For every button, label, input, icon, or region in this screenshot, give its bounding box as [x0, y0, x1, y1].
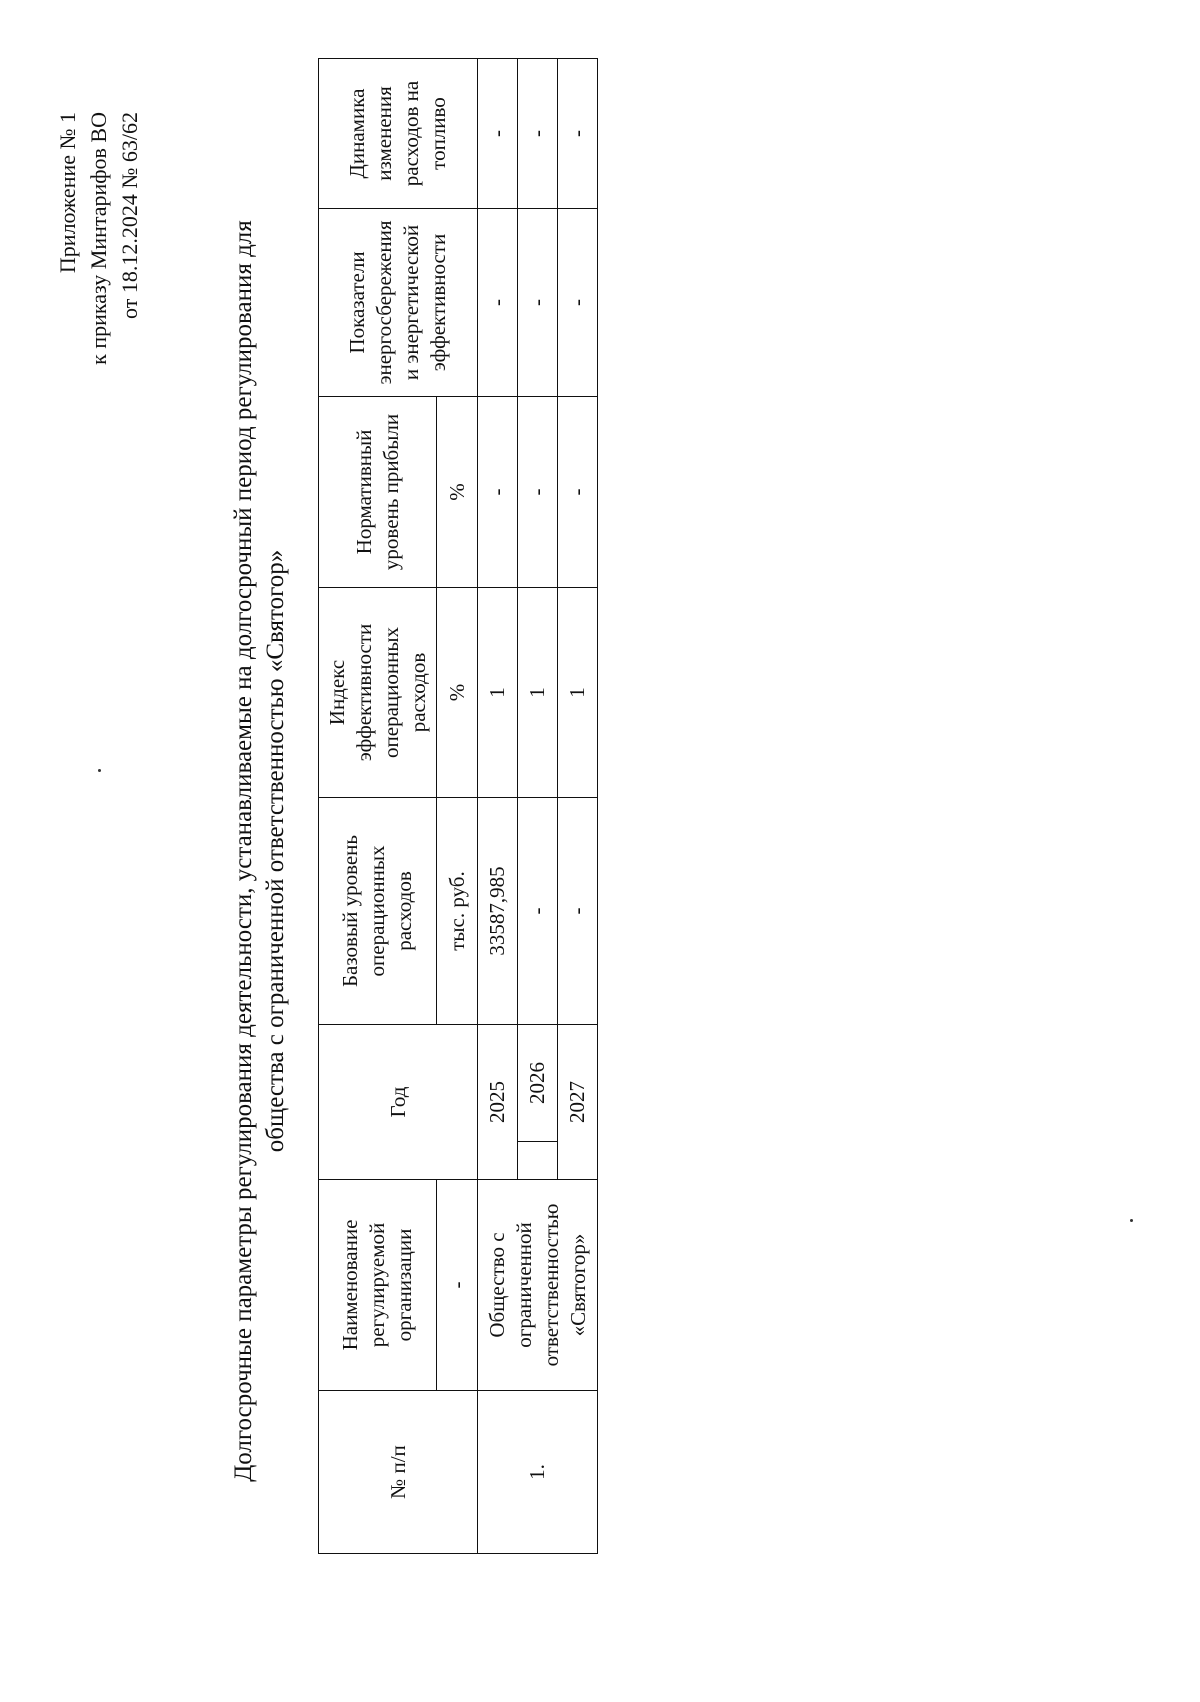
table-row — [478, 59, 518, 1554]
cell-base: - — [558, 798, 598, 1025]
header-org: Наименование регулируемой организации — [319, 1180, 437, 1391]
cell-fuel: - — [518, 59, 558, 209]
unit-profit: % — [437, 397, 478, 588]
header-row — [319, 59, 437, 1554]
appendix-line-2: к приказу Минтарифов ВО — [86, 112, 111, 365]
entry-num: 1. — [478, 1391, 598, 1554]
cell-profit: - — [518, 397, 558, 588]
cell-index: 1 — [518, 588, 558, 798]
cell-base: 33587,985 — [478, 798, 518, 1025]
header-index: Индекс эффективности операционных расходов — [319, 588, 437, 798]
cell-year-spacer — [518, 1142, 558, 1180]
cell-fuel: - — [478, 59, 518, 209]
unit-base: тыс. руб. — [437, 798, 478, 1025]
cell-energy: - — [518, 209, 558, 397]
appendix-line-1: Приложение № 1 — [55, 112, 80, 274]
parameters-table — [318, 58, 598, 1554]
scan-speck — [98, 769, 101, 772]
appendix-line-3: от 18.12.2024 № 63/62 — [117, 112, 142, 319]
cell-year: 2025 — [478, 1025, 518, 1180]
cell-profit: - — [478, 397, 518, 588]
title-line-1: Долгосрочные параметры регулирования деятельности, устанавливаемые на долгосрочный период регулирования для — [230, 220, 257, 1482]
scan-speck — [1130, 1219, 1133, 1222]
cell-fuel: - — [558, 59, 598, 209]
header-year: Год — [319, 1025, 478, 1180]
header-base: Базовый уровень операционных расходов — [319, 798, 437, 1025]
header-profit: Нормативный уровень прибыли — [319, 397, 437, 588]
document-title — [228, 0, 292, 1702]
header-fuel: Динамика изменения расходов на топливо — [319, 59, 478, 209]
entry-org: Общество с ограниченной ответственностью «Святогор» — [478, 1180, 598, 1391]
header-energy: Показатели энергосбережения и энергетической эффективности — [319, 209, 478, 397]
cell-index: 1 — [558, 588, 598, 798]
cell-year: 2026 — [518, 1025, 558, 1142]
cell-profit: - — [558, 397, 598, 588]
unit-org: - — [437, 1180, 478, 1391]
cell-energy: - — [558, 209, 598, 397]
cell-base: - — [518, 798, 558, 1025]
cell-energy: - — [478, 209, 518, 397]
title-line-2: общества с ограниченной ответственностью «Святогор» — [262, 549, 289, 1153]
cell-index: 1 — [478, 588, 518, 798]
appendix-note — [52, 112, 145, 365]
header-num: № п/п — [319, 1391, 478, 1554]
unit-index: % — [437, 588, 478, 798]
cell-year: 2027 — [558, 1025, 598, 1180]
